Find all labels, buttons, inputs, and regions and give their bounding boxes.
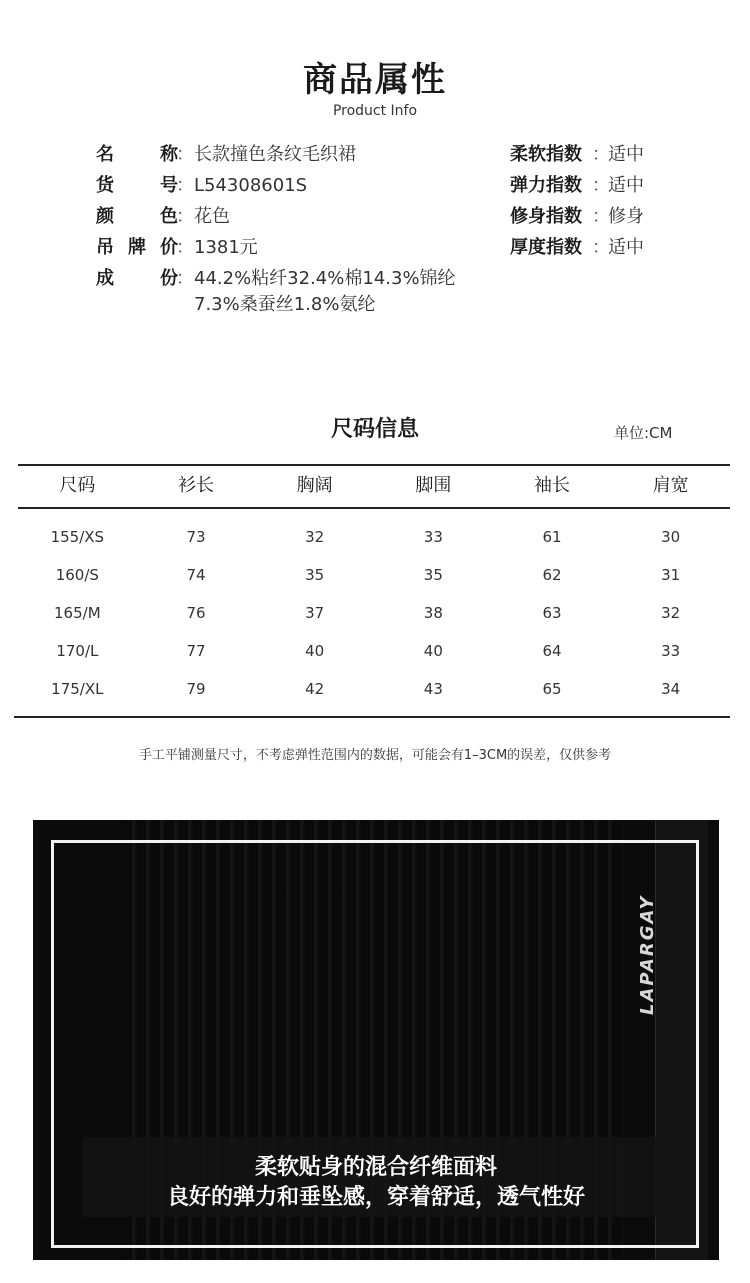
attr-colon: ： [592, 206, 610, 227]
table-cell: 63 [542, 604, 562, 622]
table-cell: 79 [186, 680, 206, 698]
table-cell: 32 [661, 604, 681, 622]
attr-label: 名称 [96, 144, 178, 165]
table-cell: 35 [305, 566, 325, 584]
column-header: 袖长 [534, 475, 571, 496]
attr-value: 适中 [608, 237, 644, 258]
attr-colon: ： [176, 175, 194, 196]
table-cell: 38 [423, 604, 443, 622]
attr-label: 柔软指数 [510, 144, 582, 165]
table-row [18, 670, 730, 708]
table-cell: 170/L [56, 642, 99, 660]
attr-label: 厚度指数 [510, 237, 582, 258]
size-table-body [18, 518, 730, 708]
attr-label: 弹力指数 [510, 175, 582, 196]
table-cell: 43 [423, 680, 443, 698]
table-cell: 76 [186, 604, 206, 622]
caption-line-2: 良好的弹力和垂坠感，穿着舒适，透气性好 [166, 1185, 585, 1210]
page-title: 商品属性 [303, 60, 447, 100]
table-cell: 40 [423, 642, 443, 660]
attr-value: 修身 [608, 206, 644, 227]
attr-value: 1381元 [194, 237, 258, 258]
table-cell: 37 [305, 604, 325, 622]
attr-label: 修身指数 [510, 206, 582, 227]
attr-value: 长款撞色条纹毛织裙 [194, 144, 356, 165]
size-section-title: 尺码信息 [330, 417, 419, 442]
table-cell: 35 [423, 566, 443, 584]
table-cell: 64 [542, 642, 562, 660]
attr-value: 适中 [608, 175, 644, 196]
table-cell: 65 [542, 680, 562, 698]
table-row [18, 632, 730, 670]
table-cell: 42 [305, 680, 325, 698]
table-cell: 61 [542, 528, 562, 546]
attr-colon: ： [176, 206, 194, 227]
attr-value: 花色 [194, 206, 230, 227]
size-table-header [18, 466, 730, 506]
table-cell: 33 [423, 528, 443, 546]
attr-colon: ： [592, 237, 610, 258]
brand-label: LAPARGAY [637, 894, 658, 1015]
measurement-note: 手工平铺测量尺寸，不考虑弹性范围内的数据，可能会有1–3CM的误差，仅供参考 [138, 748, 612, 763]
attr-colon: ： [592, 144, 610, 165]
table-cell: 31 [661, 566, 681, 584]
table-cell: 62 [542, 566, 562, 584]
attr-value: L54308601S [194, 175, 308, 196]
table-row [18, 556, 730, 594]
table-cell: 73 [186, 528, 206, 546]
attr-label: 颜色 [96, 206, 178, 227]
column-header: 肩宽 [652, 475, 689, 496]
table-cell: 165/M [54, 604, 101, 622]
page-subtitle: Product Info [332, 103, 418, 119]
table-cell: 155/XS [50, 528, 105, 546]
caption-line-1: 柔软贴身的混合纤维面料 [254, 1155, 497, 1180]
table-row [18, 594, 730, 632]
attr-label: 吊牌价 [96, 237, 178, 258]
table-cell: 74 [186, 566, 206, 584]
attr-colon: ： [592, 175, 610, 196]
attr-value: 适中 [608, 144, 644, 165]
table-cell: 30 [661, 528, 681, 546]
column-header: 衫长 [178, 475, 214, 496]
column-header: 尺码 [59, 475, 96, 496]
attr-colon: ： [176, 144, 194, 165]
column-header: 胸阔 [296, 475, 333, 496]
attr-colon: ： [176, 268, 194, 289]
product-photo [33, 820, 719, 1260]
table-bottom-rule [14, 716, 730, 718]
table-row [18, 518, 730, 556]
table-cell: 175/XL [51, 680, 104, 698]
table-cell: 32 [305, 528, 325, 546]
attr-label: 货号 [96, 175, 178, 196]
table-cell: 40 [305, 642, 325, 660]
table-cell: 77 [186, 642, 206, 660]
attr-label: 成份 [96, 268, 178, 289]
table-header-rule [18, 507, 730, 509]
attr-value: 44.2%粘纤32.4%棉14.3%锦纶7.3%桑蚕丝1.8%氨纶 [194, 268, 456, 315]
table-cell: 160/S [55, 566, 99, 584]
table-cell: 33 [661, 642, 681, 660]
attr-colon: ： [176, 237, 194, 258]
table-cell: 34 [661, 680, 681, 698]
column-header: 脚围 [415, 475, 452, 496]
size-unit-label: 单位:CM [614, 424, 673, 442]
